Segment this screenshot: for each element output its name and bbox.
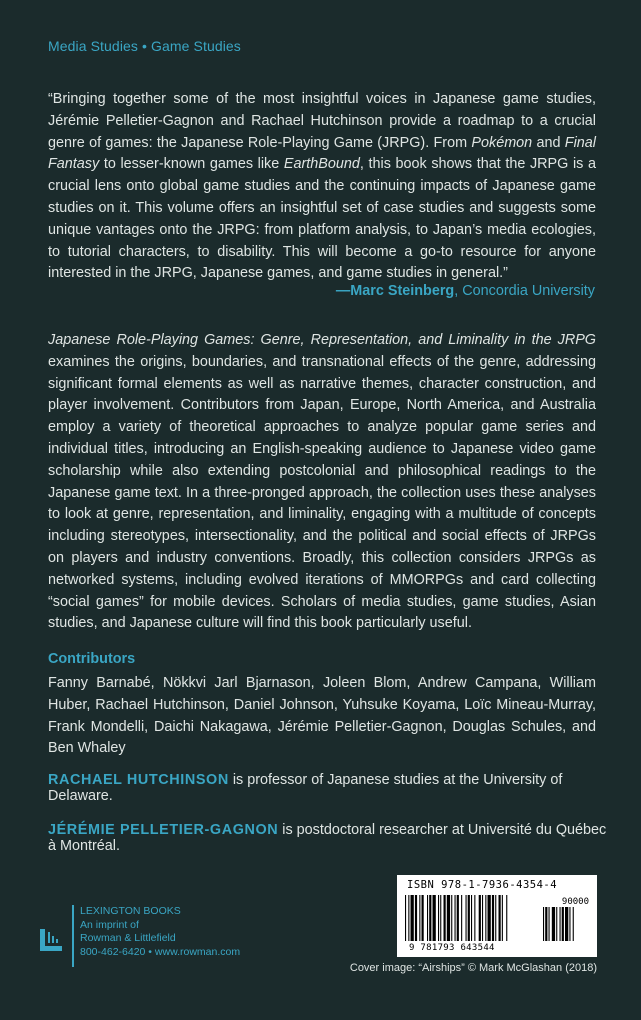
barcode-bar xyxy=(492,895,494,941)
quote-part-mid: to lesser-known games like xyxy=(99,156,284,173)
publisher-info xyxy=(80,905,240,959)
publisher-divider xyxy=(72,905,74,967)
barcode-bar xyxy=(485,895,486,941)
editor-name: RACHAEL HUTCHINSON xyxy=(48,772,229,788)
barcode-bar xyxy=(479,895,481,941)
barcode-bar xyxy=(502,895,503,941)
barcode-addon-bar xyxy=(562,907,564,941)
barcode-bar xyxy=(444,895,446,941)
barcode-bar xyxy=(438,895,439,941)
barcode-bar xyxy=(447,895,450,941)
editor-bio-text: is professor of Japanese studies at the University of Delaware. xyxy=(48,772,563,804)
barcode-bar xyxy=(506,895,507,941)
barcode-bar xyxy=(422,895,424,941)
publisher-imprint-label: An imprint of xyxy=(80,918,139,931)
cover-image-credit: Cover image: “Airships” © Mark McGlashan (2018) xyxy=(349,962,597,974)
editor-bio-pelletier-gagnon xyxy=(48,822,608,854)
contributors-list: Fanny Barnabé, Nökkvi Jarl Bjarnason, Joleen Blom, Andrew Campana, William Huber, Rachael Hutchinson, Daniel Johnson, Yuhsuke Koyama, Loïc Mineau-Murray, Frank Mondelli, Daichi Nakagawa, Jérémie Pelletier-Gagnon, Douglas Schules, and Ben Whaley xyxy=(48,675,596,757)
barcode-bar xyxy=(427,895,428,941)
quote-part-1: “Bringing together some of the most insightful voices in Japanese game studies, Jérémie Pelletier-Gagnon and Rachael Hutchinson provide a roadmap to a crucial genre of games: the Japanese Role-Playing Game (JRPG). From xyxy=(48,91,596,151)
barcode-bar xyxy=(457,895,459,941)
barcode-digits: 9 781793 643544 xyxy=(409,943,495,953)
barcode-addon-bar xyxy=(569,907,570,941)
barcode-bar xyxy=(499,895,501,941)
quote-italic-final-fantasy: Final Fantasy xyxy=(48,134,596,173)
quote-part-and: and xyxy=(532,134,565,151)
publisher-parent: Rowman & Littlefield xyxy=(80,932,176,944)
barcode-addon-bar xyxy=(549,907,550,941)
endorsement-quote xyxy=(48,89,596,285)
barcode-bar xyxy=(451,895,452,941)
barcode-addon-bar xyxy=(573,907,574,941)
price-code: 90000 xyxy=(561,897,589,907)
lexington-logo-icon xyxy=(40,929,62,951)
book-description xyxy=(48,330,596,635)
barcode-bar xyxy=(433,895,436,941)
barcode-addon-bar xyxy=(560,907,561,941)
editor-name: JÉRÉMIE PELLETIER-GAGNON xyxy=(48,822,279,838)
barcode-addon-bar xyxy=(552,907,555,941)
barcode-bar xyxy=(471,895,472,941)
barcode-bar xyxy=(468,895,470,941)
editor-bio-hutchinson xyxy=(48,772,608,804)
barcode-bar xyxy=(495,895,496,941)
description-body: examines the origins, boundaries, and transnational effects of the genre, addressing significant formal elements as well as narrative themes, character construction, and player involvement. Contributors from Japan, Europe, North America, and Australia employ a variety of theoretical approaches to analyze popular game series and individual titles, introducing an English-speaking audience to Japanese video game scholarship while also extending postcolonial and philosophical readings to the Japanese game text. In a three-pronged approach, the collection uses these analyses to look at genre, representation, and liminality, engaging with a multitude of concepts including stereotypes, intersectionality, and the political and social effects of JRPGs on players and industry conventions. Broadly, this collection considers JRPGs as networked systems, including evolved iterations of MMORPGs and card collecting “social games” for mobile devices. Scholars of media studies, game studies, Asian studies, and Japanese culture will find this book particularly useful. xyxy=(48,353,596,632)
contributors-heading: Contributors xyxy=(48,651,136,667)
barcode-bar xyxy=(488,895,491,941)
endorsement-attribution xyxy=(336,283,595,299)
subject-category: Media Studies • Game Studies xyxy=(48,38,241,54)
barcode-bar xyxy=(474,895,475,941)
barcode-bar xyxy=(461,895,462,941)
book-title: Japanese Role-Playing Games: Genre, Representation, and Liminality in the JRPG xyxy=(48,332,596,348)
quote-italic-pokemon: Pokémon xyxy=(471,134,533,151)
quote-italic-earthbound: EarthBound xyxy=(283,156,360,173)
barcode-bar xyxy=(429,895,431,941)
editor-bio-text: is postdoctoral researcher at Université du Québec à Montréal. xyxy=(48,822,607,854)
isbn-barcode xyxy=(397,875,597,957)
barcode-bar xyxy=(455,895,456,941)
barcode-addon-bar xyxy=(556,907,557,941)
barcode-addon-bar xyxy=(565,907,568,941)
barcode-bar xyxy=(440,895,441,941)
barcode-addon-bar xyxy=(545,907,547,941)
isbn-number: ISBN 978-1-7936-4354-4 xyxy=(407,879,558,891)
publisher-contact: 800-462-6420 • www.rowman.com xyxy=(80,945,241,958)
attribution-name: Marc Steinberg xyxy=(350,283,455,299)
barcode-bar xyxy=(408,895,409,941)
quote-part-rest: , this book shows that the JRPG is a crucial lens onto global game studies and the continuing impacts of Japanese game studies on it. This volume offers an insightful set of case studies and suggests some unique vantages onto the JRPG: from platform analysis, to Japan’s media ecologies, to tutorial characters, to disability. This will become a go-to resource for anyone interested in the JRPG, Japanese games, and game studies in general.” xyxy=(48,156,596,282)
attribution-affiliation: , Concordia University xyxy=(454,283,595,299)
barcode-bars xyxy=(403,895,591,943)
barcode-addon-bar xyxy=(543,907,544,941)
barcode-bar xyxy=(405,895,406,941)
publisher-block xyxy=(40,905,260,967)
barcode-bar xyxy=(466,895,467,941)
barcode-bar xyxy=(482,895,483,941)
barcode-bar xyxy=(411,895,414,941)
barcode-bar xyxy=(415,895,417,941)
attribution-dash: — xyxy=(335,283,351,299)
barcode-bar xyxy=(419,895,420,941)
publisher-name: LEXINGTON BOOKS xyxy=(80,905,181,917)
